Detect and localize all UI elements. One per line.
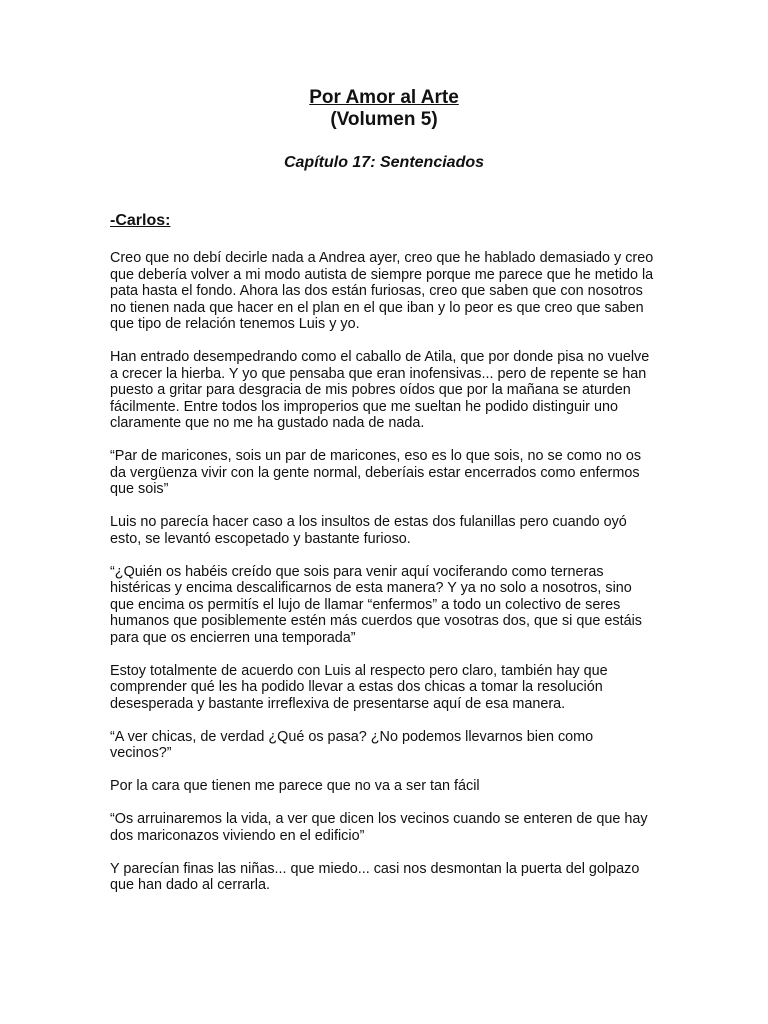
paragraph: “¿Quién os habéis creído que sois para venir aquí vociferando como terneras histéricas y encima descalificarnos de esta manera? Y ya no solo a nosotros, sino que encima os permitís el lujo de llamar “enfermos” a todo un colectivo de seres humanos que posiblemente estén más cuerdos que vosotras dos, que si que estáis para que os encierren una temporada” xyxy=(110,563,642,646)
chapter-heading: Capítulo 17: Sentenciados xyxy=(283,154,485,171)
paragraph: Por la cara que tienen me parece que no va a ser tan fácil xyxy=(110,778,480,794)
paragraph: “Os arruinaremos la vida, a ver que dicen los vecinos cuando se enteren de que hay dos mariconazos viviendo en el edificio” xyxy=(110,811,648,844)
paragraph: Han entrado desempedrando como el caballo de Atila, que por donde pisa no vuelve a crecer la hierba. Y yo que pensaba que eran inofensivas... pero de repente se han puesto a gritar para desgracia de mis pobres oídos que por la mañana se aturden fácilmente. Entre todos los improperios que me sueltan he podido distinguir uno claramente que no me ha gustado nada de nada. xyxy=(110,349,650,431)
paragraph: Luis no parecía hacer caso a los insultos de estas dos fulanillas pero cuando oyó esto, se levantó escopetado y bastante furioso. xyxy=(110,514,627,547)
paragraph: “Par de maricones, sois un par de maricones, eso es lo que sois, no se como no os da vergüenza vivir con la gente normal, deberíais estar encerrados como enfermos que sois” xyxy=(110,448,642,497)
document-volume: (Volumen 5) xyxy=(330,109,438,130)
paragraph: Creo que no debí decirle nada a Andrea ayer, creo que he hablado demasiado y creo que debería volver a mi modo autista de siempre porque me parece que he metido la pata hasta el fondo. Ahora las dos están furiosas, creo que saben que con nosotros no tienen nada que hacer en el plan en el que iban y lo peor es que creo que saben que tipo de relación tenemos Luis y yo. xyxy=(110,250,654,332)
title-block xyxy=(0,87,768,131)
document-title: Por Amor al Arte xyxy=(309,87,459,108)
paragraph: Estoy totalmente de acuerdo con Luis al respecto pero claro, también hay que comprender qué les ha podido llevar a estas dos chicas a tomar la resolución desesperada y bastante irreflexiva de presentarse aquí de esa manera. xyxy=(110,662,608,712)
paragraph: “A ver chicas, de verdad ¿Qué os pasa? ¿No podemos llevarnos bien como vecinos?” xyxy=(110,728,594,761)
speaker-heading: -Carlos: xyxy=(110,212,171,229)
paragraph: Y parecían finas las niñas... que miedo... casi nos desmontan la puerta del golpazo que han dado al cerrarla. xyxy=(110,860,640,893)
body-text xyxy=(110,250,655,910)
